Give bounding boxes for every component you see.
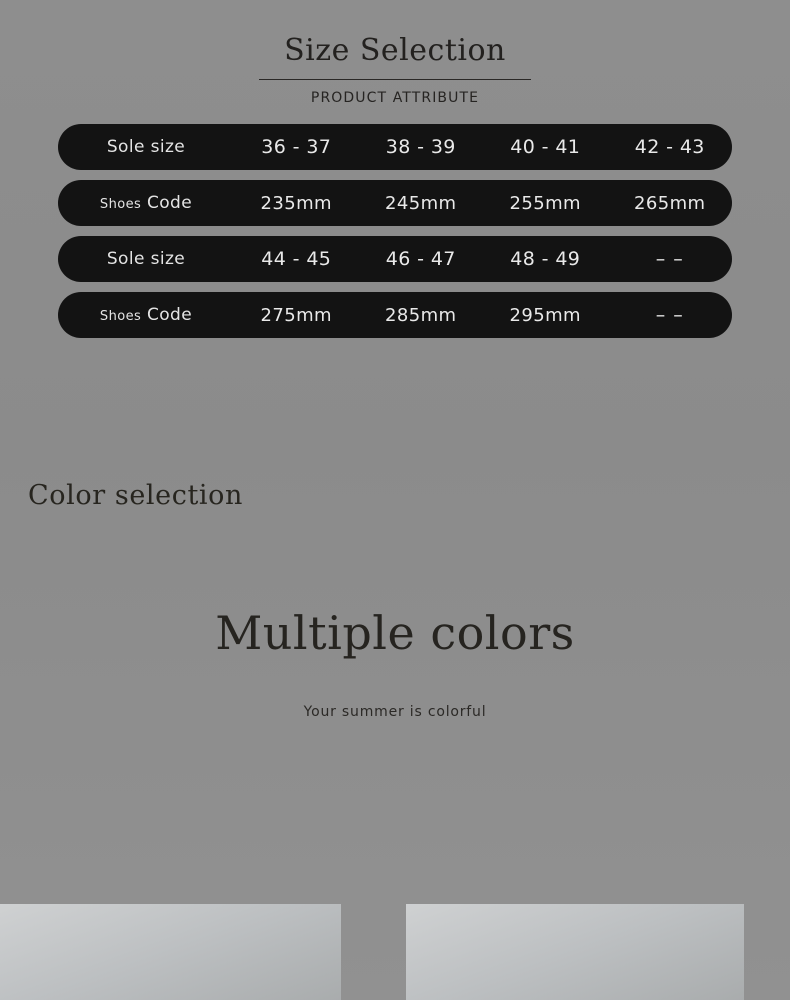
row-label-prefix: Shoes — [99, 197, 142, 212]
page-title: Size Selection — [284, 33, 506, 68]
table-cell: 48 - 49 — [510, 248, 581, 270]
row-label — [58, 305, 234, 325]
row-label-main: Code — [146, 305, 193, 325]
multiple-colors-headline: Multiple colors — [215, 606, 575, 660]
product-photo-left — [0, 904, 341, 1000]
table-cell: 285mm — [385, 304, 457, 326]
table-cell: 44 - 45 — [261, 248, 332, 270]
row-label — [58, 137, 234, 157]
title-divider — [259, 79, 531, 80]
table-cell: 38 - 39 — [385, 136, 456, 158]
color-selection-heading: Color selection — [28, 480, 243, 511]
table-row — [58, 292, 732, 338]
table-cell: 245mm — [385, 192, 457, 214]
table-cell: 36 - 37 — [261, 136, 332, 158]
product-attribute-subtitle: PRODUCT ATTRIBUTE — [310, 90, 480, 106]
table-cell: 40 - 41 — [510, 136, 581, 158]
table-row — [58, 124, 732, 170]
row-label-main: Sole size — [106, 137, 186, 157]
row-label — [58, 249, 234, 269]
table-cell: 255mm — [509, 192, 581, 214]
row-label — [58, 193, 234, 213]
size-selection-section — [0, 0, 790, 338]
row-label-prefix: Shoes — [99, 309, 142, 324]
row-label-main: Code — [146, 193, 193, 213]
table-row — [58, 236, 732, 282]
table-cell: 235mm — [260, 192, 332, 214]
table-cell: 275mm — [260, 304, 332, 326]
table-cell: 265mm — [634, 192, 706, 214]
size-table — [58, 124, 732, 338]
table-cell: 295mm — [509, 304, 581, 326]
table-cell: 42 - 43 — [634, 136, 705, 158]
table-cell: – – — [655, 248, 684, 270]
table-cell: – – — [655, 304, 684, 326]
table-row — [58, 180, 732, 226]
row-label-main: Sole size — [106, 249, 186, 269]
product-photo-right — [406, 904, 744, 1000]
colors-tagline: Your summer is colorful — [303, 704, 487, 720]
table-cell: 46 - 47 — [385, 248, 456, 270]
